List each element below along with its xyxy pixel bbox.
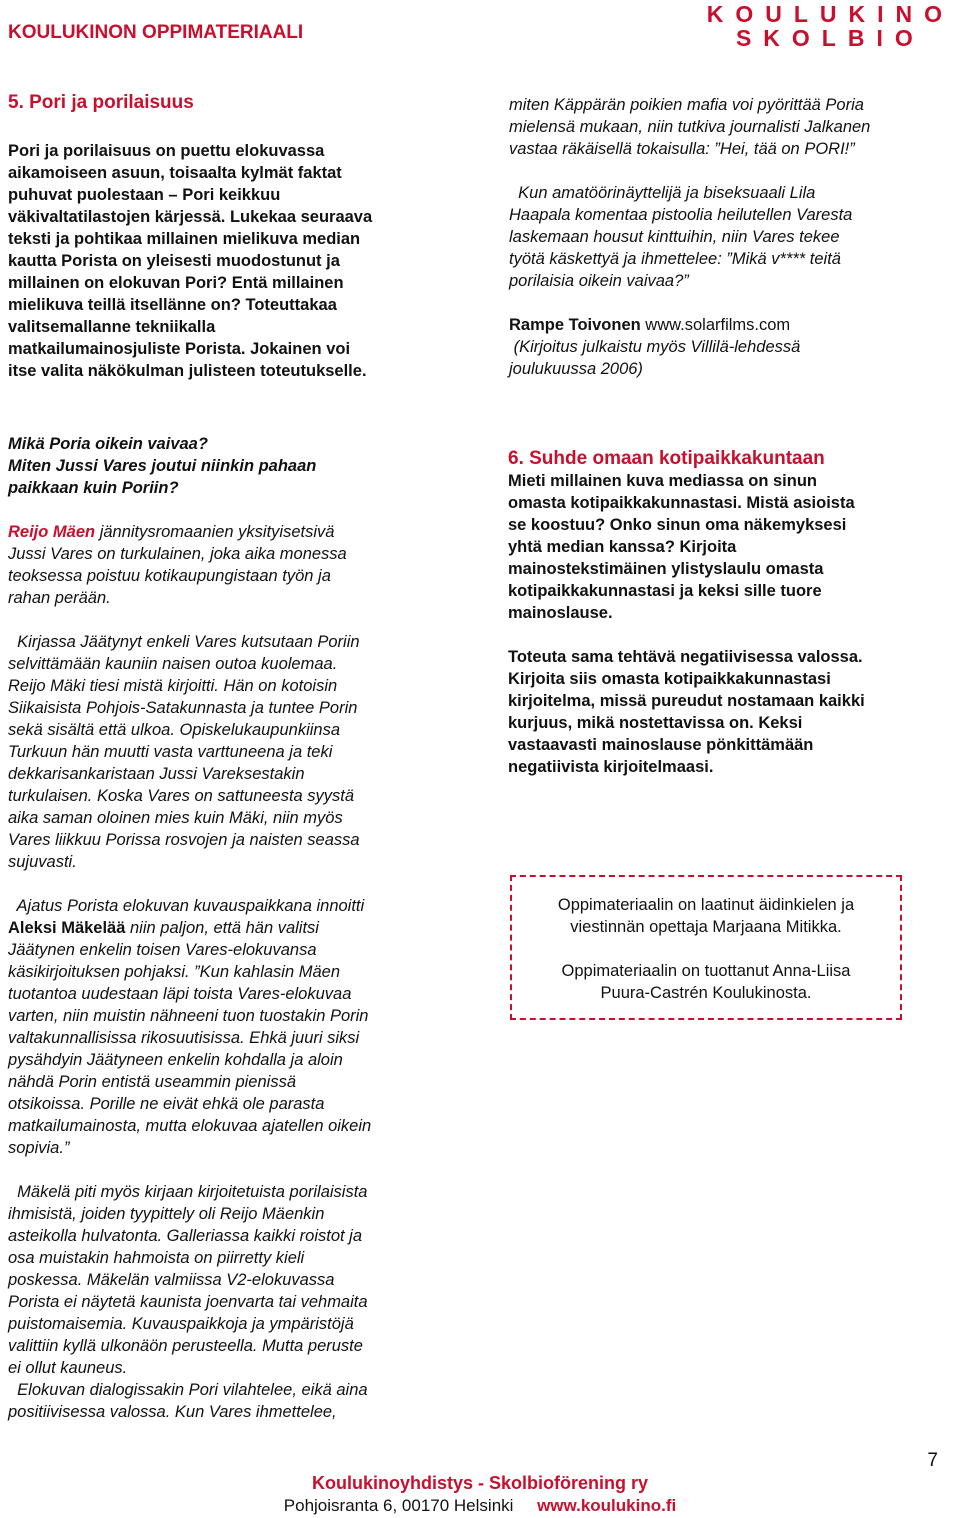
p4-line: positiivisessa valossa. Kun Vares ihmettelee, bbox=[8, 1403, 337, 1421]
p4-line: Mäkelä piti myös kirjaan kirjoitetuista porilaisista bbox=[8, 1183, 368, 1201]
intro-line: valitsemallanne tekniikalla bbox=[8, 318, 216, 336]
p3-name-line bbox=[8, 917, 438, 939]
p1-line: teoksessa poistuu kotikaupungistaan työn ja bbox=[8, 567, 331, 585]
page-number: 7 bbox=[927, 1450, 938, 1471]
task-line: kotipaikkakunnastasi ja keksi sille tuore bbox=[508, 582, 822, 600]
footer-address: Pohjoisranta 6, 00170 Helsinki bbox=[283, 1496, 514, 1515]
task-line: yhtä median kanssa? Kirjoita bbox=[508, 538, 737, 556]
p2-line: selvittämään kauniin naisen outoa kuolemaa. bbox=[8, 655, 338, 673]
p4-line: Elokuvan dialogissakin Pori vilahtelee, eikä aina bbox=[8, 1381, 368, 1399]
section-5-title: 5. Pori ja porilaisuus bbox=[8, 92, 194, 113]
author-site: www.solarfilms.com bbox=[640, 316, 791, 334]
p4-line: puistomaisemia. Kuvauspaikkoja ja ympäristöjä bbox=[8, 1315, 354, 1333]
intro-line: puhuvat puolestaan – Pori keikkuu bbox=[8, 186, 281, 204]
p4-line: ei ollut kauneus. bbox=[8, 1359, 128, 1377]
task-line: kirjoitelma, missä pureudut nostamaan kaikki bbox=[508, 692, 865, 710]
question-1: Mikä Poria oikein vaivaa? bbox=[8, 435, 208, 453]
section-5-intro bbox=[8, 140, 428, 382]
p1-line: Jussi Vares on turkulainen, joka aika monessa bbox=[8, 545, 347, 563]
p4-line: poskessa. Mäkelän valmiissa V2-elokuvassa bbox=[8, 1271, 335, 1289]
p4-line: valittiin kyllä ulkonäön perusteella. Mutta peruste bbox=[8, 1337, 363, 1355]
intro-line: teksti ja pohtikaa millainen mielikuva median bbox=[8, 230, 361, 248]
intro-line: millainen on elokuvan Pori? Entä millainen bbox=[8, 274, 344, 292]
p3-line: Jäätynen enkelin toisen Vares-elokuvansa bbox=[8, 941, 317, 959]
p3-line: pysähdyin Jäätyneen enkelin kohdalla ja aloin bbox=[8, 1051, 343, 1069]
section-6-title: 6. Suhde omaan kotipaikkakuntaan bbox=[508, 448, 825, 469]
p3-line: valtakunnallisissa rikosuutisissa. Ehkä juuri siksi bbox=[8, 1029, 360, 1047]
reijo-maki-name: Reijo Mäen bbox=[8, 523, 96, 541]
article-line: miten Käppärän poikien mafia voi pyörittää Poria bbox=[509, 96, 864, 114]
task-line: omasta kotipaikkakunnastasi. Mistä asioista bbox=[508, 494, 855, 512]
question-2: Miten Jussi Vares joutui niinkin pahaan bbox=[8, 457, 317, 475]
p2-line: Kirjassa Jäätynyt enkeli Vares kutsutaan Poriin bbox=[8, 633, 360, 651]
left-article bbox=[8, 433, 438, 1423]
p4-line: ihmisistä, joiden tyypittely oli Reijo Mäenkin bbox=[8, 1205, 325, 1223]
article-line: Haapala komentaa pistoolia heilutellen Varesta bbox=[509, 206, 853, 224]
intro-line: matkailumainosjuliste Porista. Jokainen voi bbox=[8, 340, 351, 358]
article-line: työtä käskettyä ja ihmettelee: ”Mikä v**** teitä bbox=[509, 250, 841, 268]
p2-line: Siikaisista Pohjois-Satakunnasta ja tuntee Porin bbox=[8, 699, 358, 717]
credit-line: viestinnän opettaja Marjaana Mitikka. bbox=[570, 918, 842, 936]
task-line: Toteuta sama tehtävä negatiivisessa valossa. bbox=[508, 648, 863, 666]
p3-line: otsikoissa. Porille ne eivät ehkä ole parasta bbox=[8, 1095, 325, 1113]
credits-box bbox=[510, 875, 902, 1020]
task-line: Kirjoita siis omasta kotipaikkakunnastasi bbox=[508, 670, 831, 688]
article-author bbox=[509, 314, 949, 336]
task-line: negatiivista kirjoitelmaasi. bbox=[508, 758, 714, 776]
footer-org: Koulukinoyhdistys - Skolbioförening ry bbox=[311, 1473, 649, 1493]
intro-line: Pori ja porilaisuus on puettu elokuvassa bbox=[8, 142, 325, 160]
p2-line: Turkuun hän muutti vasta varttuneena ja teki bbox=[8, 743, 333, 761]
article-line: laskemaan housut kinttuihin, niin Vares tekee bbox=[509, 228, 840, 246]
logo-line-1: KOULUKINO bbox=[706, 1, 954, 27]
task-line: vastaavasti mainoslause pönkittämään bbox=[508, 736, 814, 754]
intro-line: itse valita näkökulman julisteen toteutukselle. bbox=[8, 362, 367, 380]
p4-line: osa muistakin hahmoista on piirretty kieli bbox=[8, 1249, 305, 1267]
logo-line-2: SKOLBIO bbox=[735, 25, 925, 51]
p3-line: nähdä Porin entistä useammin pienissä bbox=[8, 1073, 297, 1091]
paragraph-1-first bbox=[8, 521, 438, 543]
credit-line: Oppimateriaalin on tuottanut Anna-Liisa bbox=[561, 962, 851, 980]
p3-line: sopivia.” bbox=[8, 1139, 70, 1157]
task-line: mainostekstimäinen ylistyslaulu omasta bbox=[508, 560, 824, 578]
p3-line: Ajatus Porista elokuvan kuvauspaikkana innoitti bbox=[8, 897, 365, 915]
p2-line: turkulaisen. Koska Vares on sattuneesta syystä bbox=[8, 787, 355, 805]
intro-line: aikamoiseen asuun, toisaalta kylmät faktat bbox=[8, 164, 342, 182]
p2-line: Vares liikkuu Porissa rosvojen ja naisten seassa bbox=[8, 831, 360, 849]
intro-line: mielikuva teillä itsellänne on? Toteuttakaa bbox=[8, 296, 337, 314]
p4-line: Porista ei näytetä kaunista joenvarta tai vehmaita bbox=[8, 1293, 368, 1311]
p3-text: niin paljon, että hän valitsi bbox=[125, 919, 319, 937]
p1-text: jännitysromaanien yksityisetsivä bbox=[95, 523, 335, 541]
article-line: porilaisia oikein vaivaa?” bbox=[509, 272, 689, 290]
header-title: KOULUKINON OPPIMATERIAALI bbox=[8, 22, 304, 43]
p4-line: asteikolla hulvatonta. Galleriassa kaikki roistot ja bbox=[8, 1227, 363, 1245]
article-line: mielensä mukaan, niin tutkiva journalisti Jalkanen bbox=[509, 118, 871, 136]
article-source: (Kirjoitus julkaistu myös Villilä-lehdessä bbox=[509, 338, 801, 356]
author-name: Rampe Toivonen bbox=[509, 316, 641, 334]
koulukino-logo bbox=[707, 2, 954, 50]
intro-line: kautta Porista on yleisesti muodostunut ja bbox=[8, 252, 340, 270]
task-line: Mieti millainen kuva mediassa on sinun bbox=[508, 472, 818, 490]
p3-line: käsikirjoituksen pohjaksi. ”Kun kahlasin Mäen bbox=[8, 963, 340, 981]
p2-line: sujuvasti. bbox=[8, 853, 77, 871]
p2-line: sekä sisältä että ulkoa. Opiskelukaupunkiinsa bbox=[8, 721, 341, 739]
task-line: mainoslause. bbox=[508, 604, 613, 622]
p3-line: matkailumainosta, mutta elokuvaa ajatellen oikein bbox=[8, 1117, 372, 1135]
p1-line: rahan perään. bbox=[8, 589, 111, 607]
p2-line: dekkarisankaristaan Jussi Vareksestakin bbox=[8, 765, 305, 783]
article-line: Kun amatöörinäyttelijä ja biseksuaali Lila bbox=[509, 184, 816, 202]
p2-line: aika saman oloinen mies kuin Mäki, niin myös bbox=[8, 809, 343, 827]
article-line: vastaa räkäisellä tokaisulla: ”Hei, tää on PORI!” bbox=[509, 140, 855, 158]
p3-line: tuotantoa uudestaan läpi toista Vares-elokuvaa bbox=[8, 985, 352, 1003]
task-line: se koostuu? Onko sinun oma näkemyksesi bbox=[508, 516, 847, 534]
footer-address-line bbox=[0, 1496, 960, 1516]
article-source: joulukuussa 2006) bbox=[509, 360, 643, 378]
intro-line: väkivaltatilastojen kärjessä. Lukekaa seuraava bbox=[8, 208, 373, 226]
credit-line: Puura-Castrén Koulukinosta. bbox=[600, 984, 812, 1002]
article-continuation bbox=[509, 94, 949, 380]
p2-line: Reijo Mäki tiesi mistä kirjoitti. Hän on kotoisin bbox=[8, 677, 338, 695]
task-line: kurjuus, mikä nostettavissa on. Keksi bbox=[508, 714, 803, 732]
footer-url[interactable]: www.koulukino.fi bbox=[537, 1496, 677, 1515]
p3-line: varten, niin muistin nähneeni tuon tuostakin Porin bbox=[8, 1007, 369, 1025]
aleksi-makela-name: Aleksi Mäkelää bbox=[8, 919, 126, 937]
section-6 bbox=[508, 448, 948, 778]
question-2: paikkaan kuin Poriin? bbox=[8, 479, 179, 497]
credit-line: Oppimateriaalin on laatinut äidinkielen ja bbox=[557, 896, 855, 914]
